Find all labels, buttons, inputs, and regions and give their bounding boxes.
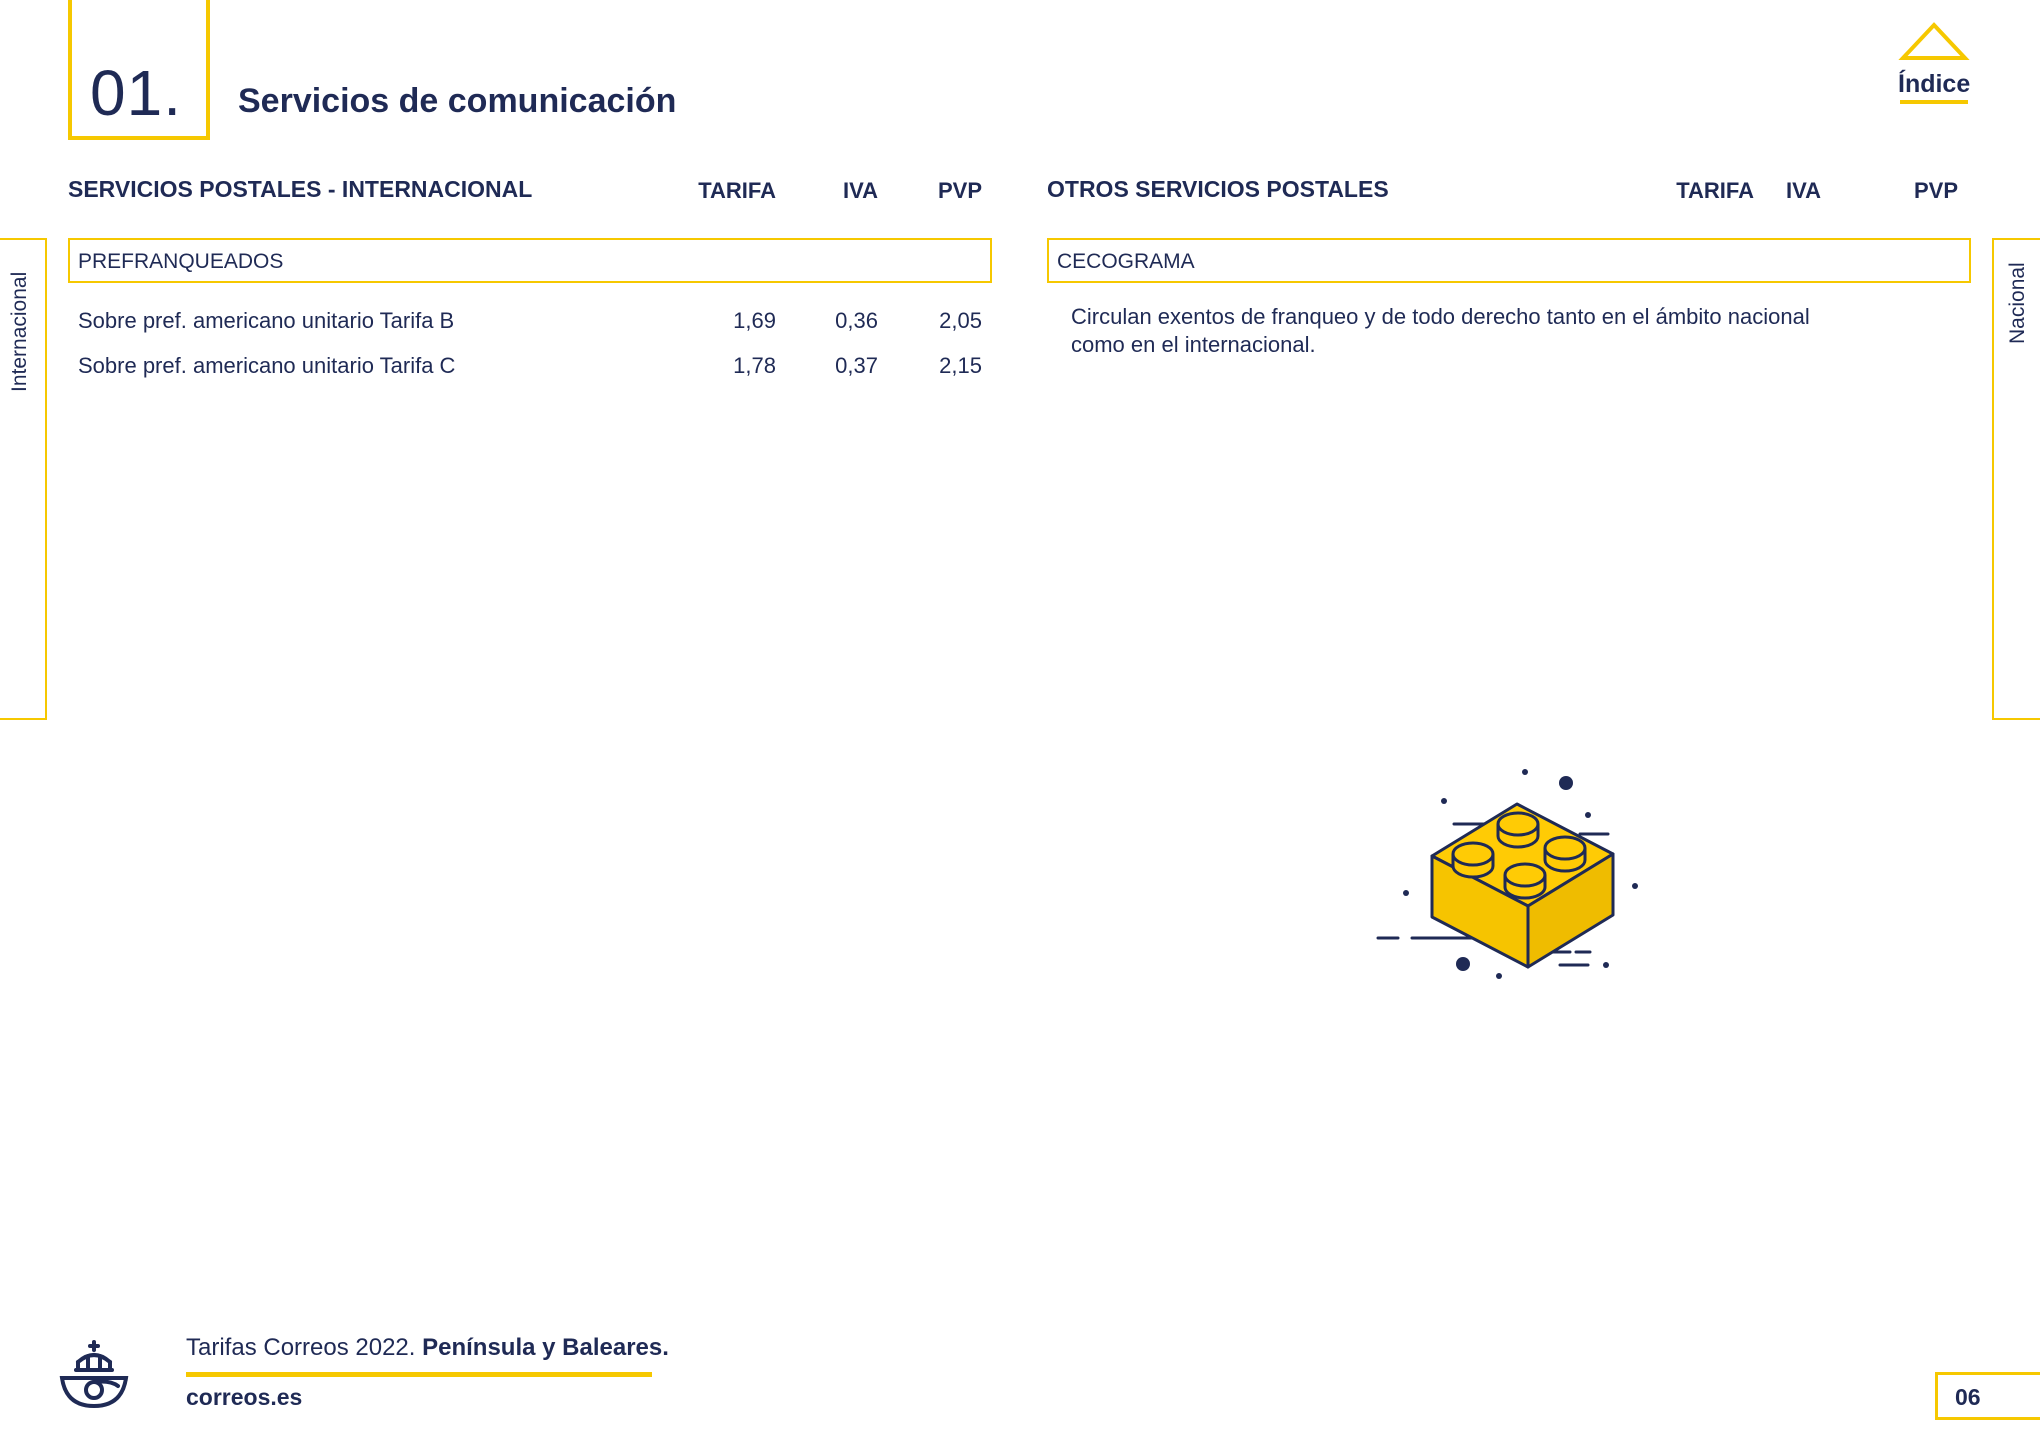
table-row-pvp: 2,05 [939,308,982,333]
footer-title-bold: Península y Baleares. [422,1334,669,1361]
side-tab-left [0,238,47,720]
left-table-title: SERVICIOS POSTALES - INTERNACIONAL [68,176,533,202]
table-row-iva: 0,37 [835,353,878,378]
right-col-pvp: PVP [1913,178,1958,203]
side-tab-left-label: Internacional [8,271,31,392]
side-tab-right [1992,238,2040,720]
table-row-label: Sobre pref. americano unitario Tarifa B [78,308,455,333]
index-underline [1900,100,1968,104]
page-number-frame [1935,1372,2040,1420]
left-col-pvp: PVP [937,178,982,203]
correos-logo-icon [58,1340,130,1412]
description-line: como en el internacional. [1071,332,1316,357]
side-tab-right-label: Nacional [2006,262,2029,344]
table-row-iva: 0,36 [835,308,878,333]
table-row-tarifa: 1,78 [733,353,776,378]
lego-brick-icon [1370,760,1650,990]
right-section-label: CECOGRAMA [1057,250,1195,273]
left-section-label: PREFRANQUEADOS [78,250,284,273]
table-row-label: Sobre pref. americano unitario Tarifa C [78,353,456,378]
right-table-title: OTROS SERVICIOS POSTALES [1047,176,1389,202]
page-title: Servicios de comunicación [238,82,677,120]
footer-title [186,1334,669,1362]
table-row-tarifa: 1,69 [733,308,776,333]
description-line: Circulan exentos de franqueo y de todo derecho tanto en el ámbito nacional [1071,304,1810,329]
footer-title-regular: Tarifas Correos 2022. [186,1334,423,1361]
up-triangle-icon [1898,20,1970,64]
section-number: 01. [90,57,182,129]
footer-underline [186,1372,652,1377]
left-col-tarifa: TARIFA [698,178,776,203]
index-label: Índice [1898,70,1971,98]
right-col-iva: IVA [1785,178,1821,203]
left-col-iva: IVA [842,178,878,203]
table-row-pvp: 2,15 [939,353,982,378]
footer-url-link[interactable]: correos.es [186,1384,303,1410]
page-number: 06 [1955,1384,1981,1410]
right-col-tarifa: TARIFA [1676,178,1754,203]
